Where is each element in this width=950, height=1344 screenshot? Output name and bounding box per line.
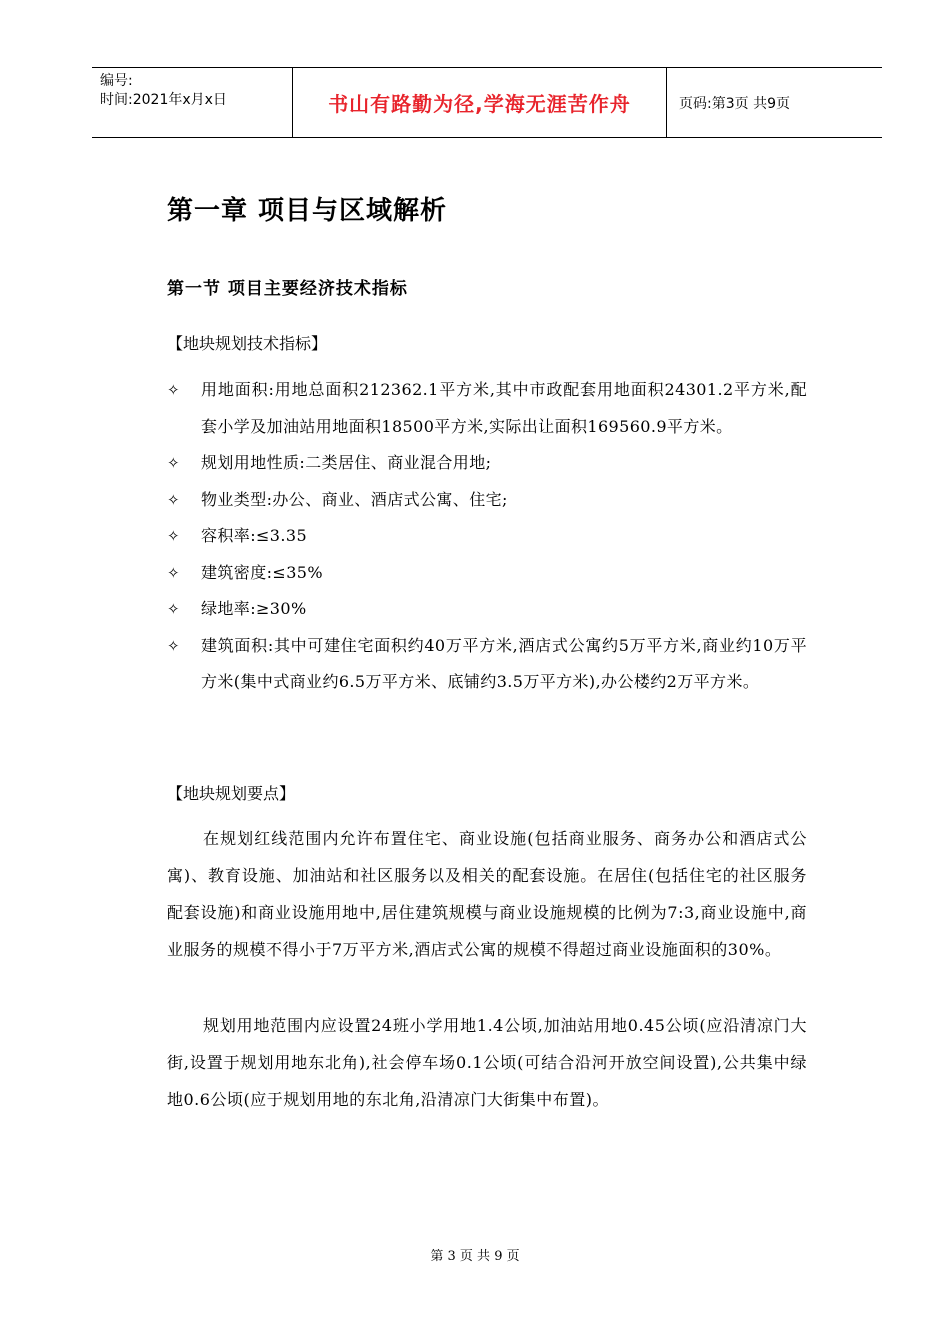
section-title: 第一节 项目主要经济技术指标	[167, 279, 408, 299]
page-footer: 第 3 页 共 9 页	[430, 1249, 520, 1264]
diamond-star-icon: ✧	[167, 600, 180, 618]
list-item-text: 用地面积:用地总面积212362.1平方米,其中市政配套用地面积24301.2平方米,配套小学及加油站用地面积18500平方米,实际出让面积169560.9平方米。	[201, 380, 807, 436]
document-header	[92, 67, 882, 138]
diamond-star-icon: ✧	[167, 381, 180, 399]
list-item	[167, 482, 807, 519]
motto: 书山有路勤为径,学海无涯苦作舟	[328, 92, 631, 116]
list-item-text: 建筑面积:其中可建住宅面积约40万平方米,酒店式公寓约5万平方米,商业约10万平方米(集中式商业约6.5万平方米、底铺约3.5万平方米),办公楼约2万平方米。	[201, 635, 807, 691]
header-motto-cell	[293, 68, 667, 137]
list-item	[167, 628, 807, 701]
list-item	[167, 445, 807, 482]
diamond-star-icon: ✧	[167, 636, 180, 655]
list-item-text: 物业类型:办公、商业、酒店式公寓、住宅;	[201, 489, 508, 509]
paragraph: 规划用地范围内应设置24班小学用地1.4公顷,加油站用地0.45公顷(应沿清凉门大街,设置于规划用地东北角),社会停车场0.1公顷(可结合沿河开放空间设置),公共集中绿地0.6公顷(应于规划用地的东北角,沿清凉门大街集中布置)。	[167, 1016, 807, 1109]
page-label: 页码:第3页 共9页	[679, 95, 790, 112]
number-label: 编号:	[100, 73, 133, 89]
diamond-star-icon: ✧	[167, 563, 180, 582]
key-points-label: 【地块规划要点】	[167, 784, 296, 803]
header-page-cell	[667, 68, 882, 137]
header-meta	[92, 68, 293, 137]
list-item	[167, 372, 807, 445]
indicator-list	[167, 372, 807, 701]
tech-indicators-label: 【地块规划技术指标】	[167, 334, 328, 353]
paragraph: 在规划红线范围内允许布置住宅、商业设施(包括商业服务、商务办公和酒店式公寓)、教育设施、加油站和社区服务以及相关的配套设施。在居住(包括住宅的社区服务配套设施)和商业设施用地中,居住建筑规模与商业设施规模的比例为7:3,商业设施中,商业服务的规模不得小于7万平方米,酒店式公寓的规模不得超过商业设施面积的30%。	[167, 829, 807, 959]
diamond-star-icon: ✧	[167, 454, 180, 472]
list-item	[167, 518, 807, 555]
date-label: 时间:2021年x月x日	[100, 92, 227, 108]
list-item-text: 容积率:≤3.35	[201, 526, 308, 545]
list-item	[167, 591, 807, 628]
list-item-text: 绿地率:≥30%	[201, 599, 307, 618]
list-item	[167, 555, 807, 592]
chapter-title: 第一章 项目与区域解析	[167, 196, 448, 226]
diamond-star-icon: ✧	[167, 527, 180, 545]
diamond-star-icon: ✧	[167, 490, 180, 509]
list-item-text: 建筑密度:≤35%	[201, 562, 323, 582]
list-item-text: 规划用地性质:二类居住、商业混合用地;	[201, 453, 492, 472]
